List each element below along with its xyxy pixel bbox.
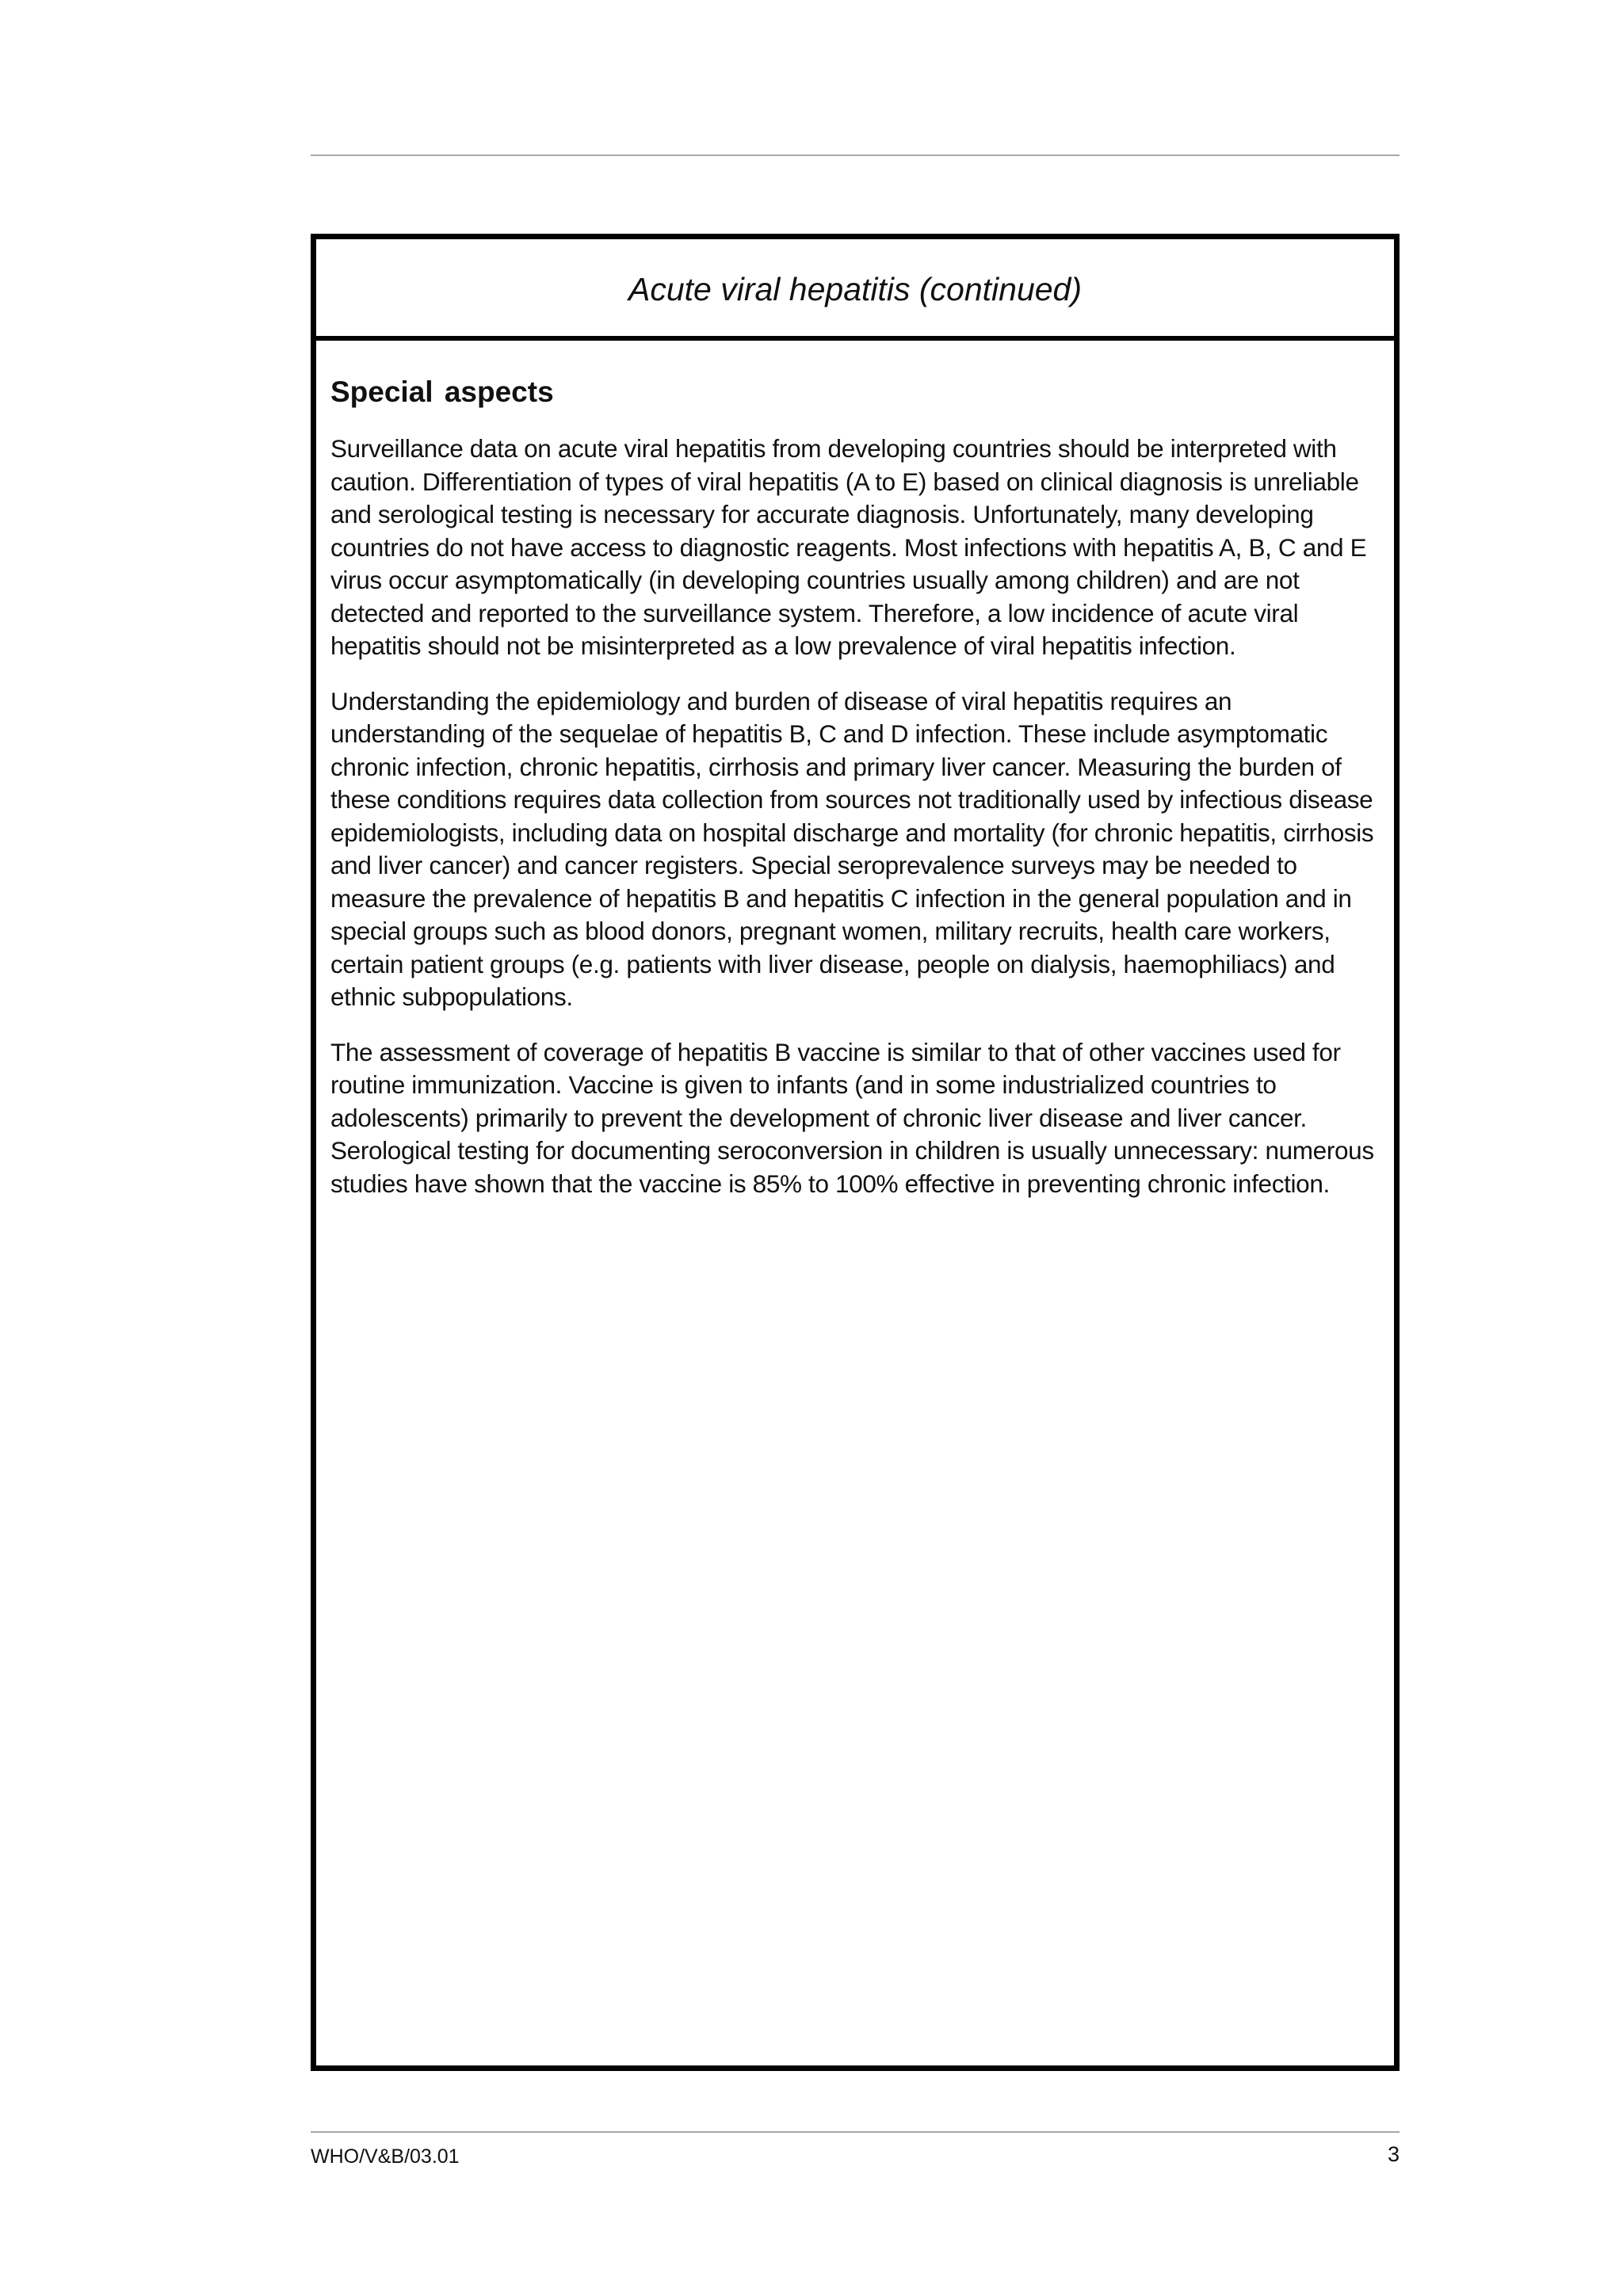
paragraph-epidemiology: Understanding the epidemiology and burden of disease of viral hepatitis requires an understanding of the sequelae of hepatitis B, C and D infection. These include asymptomatic chronic infection, chronic hepatitis, cirrhosis and primary liver cancer. Measuring the burden of these conditions requires data collection from sources not traditionally used by infectious disease epidemiologists, including data on hospital discharge and mortality (for chronic hepatitis, cirrhosis and liver cancer) and cancer registers. Special seroprevalence surveys may be needed to measure the prevalence of hepatitis B and hepatitis C infection in the general population and in special groups such as blood donors, pregnant women, military recruits, health care workers, certain patient groups (e.g. patients with liver disease, people on dialysis, haemophiliacs) and ethnic subpopulations. xyxy=(330,686,1374,1011)
footer-document-id: WHO/V&B/03.01 xyxy=(311,2145,460,2168)
box-body xyxy=(316,341,1394,1200)
header-rule xyxy=(311,154,1400,156)
section-heading: Special aspects xyxy=(330,376,554,408)
box-title: Acute viral hepatitis (continued) xyxy=(628,270,1083,307)
footer-page-number: 3 xyxy=(1387,2142,1400,2166)
content-box xyxy=(311,234,1400,2071)
box-header xyxy=(316,239,1394,341)
footer-rule xyxy=(311,2131,1400,2133)
paragraph-vaccine-coverage: The assessment of coverage of hepatitis B vaccine is similar to that of other vaccines used for routine immunization. Vaccine is given to infants (and in some industrialized countries to adolescents) primarily to prevent the development of chronic liver disease and liver cancer. Serological testing for documenting seroconversion in children is usually unnecessary: numerous studies have shown that the vaccine is 85% to 100% effective in preventing chronic infection. xyxy=(330,1037,1374,1198)
paragraph-surveillance: Surveillance data on acute viral hepatitis from developing countries should be interpreted with caution. Differentiation of types of viral hepatitis (A to E) based on clinical diagnosis is unreliable and serological testing is necessary for accurate diagnosis. Unfortunately, many developing countries do not have access to diagnostic reagents. Most infections with hepatitis A, B, C and E virus occur asymptomatically (in developing countries usually among children) and are not detected and reported to the surveillance system. Therefore, a low incidence of acute viral hepatitis should not be misinterpreted as a low prevalence of viral hepatitis infection. xyxy=(330,434,1367,660)
